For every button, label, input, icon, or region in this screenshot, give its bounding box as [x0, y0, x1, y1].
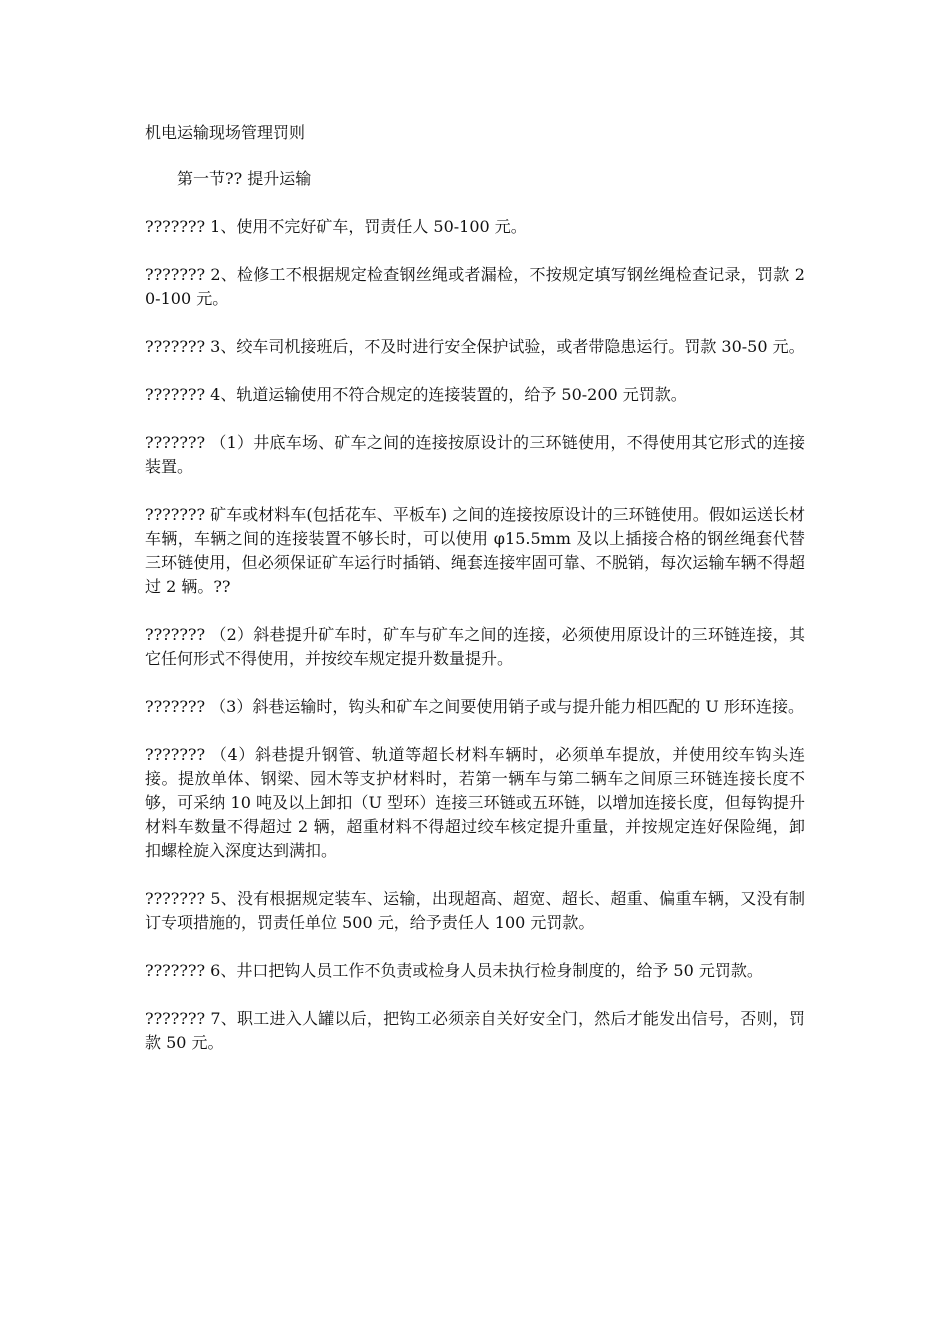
rule-paragraph-4: ??????? 4、轨道运输使用不符合规定的连接装置的，给予 50-200 元罚款。 — [145, 385, 687, 404]
section-heading: 第一节?? 提升运输 — [177, 169, 312, 188]
rule-paragraph-4-4: ??????? （4）斜巷提升钢管、轨道等超长材料车辆时，必须单车提放，并使用绞车钩头连接。提放单体、钢梁、园木等支护材料时，若第一辆车与第二辆车之间原三环链连接长度不够，可采纳 10 吨及以上卸扣（U 型环）连接三环链或五环链，以增加连接长度，但每钩提升材料车数量不得超过 2 辆，超重材料不得超过绞车核定提升重量，并按规定连好保险绳，卸扣螺栓旋入深度达到满扣。 — [145, 745, 805, 860]
rule-paragraph-4-2: ??????? （2）斜巷提升矿车时，矿车与矿车之间的连接，必须使用原设计的三环链连接，其它任何形式不得使用，并按绞车规定提升数量提升。 — [145, 625, 805, 668]
rule-paragraph-3: ??????? 3、绞车司机接班后，不及时进行安全保护试验，或者带隐患运行。罚款 30-50 元。 — [145, 337, 805, 356]
rule-paragraph-2: ??????? 2、检修工不根据规定检查钢丝绳或者漏检，不按规定填写钢丝绳检查记录，罚款 20-100 元。 — [145, 265, 805, 308]
rule-paragraph-4-3: ??????? （3）斜巷运输时，钩头和矿车之间要使用销子或与提升能力相匹配的 U 形环连接。 — [145, 697, 804, 716]
document-page — [145, 121, 805, 1079]
rule-paragraph-6: ??????? 6、井口把钩人员工作不负责或检身人员未执行检身制度的，给予 50 元罚款。 — [145, 961, 763, 980]
rule-paragraph-7: ??????? 7、职工进入人罐以后，把钩工必须亲自关好安全门，然后才能发出信号，否则，罚款 50 元。 — [145, 1009, 805, 1052]
rule-paragraph-4-1: ??????? （1）井底车场、矿车之间的连接按原设计的三环链使用，不得使用其它形式的连接装置。 — [145, 433, 805, 476]
rule-paragraph-4-1-detail: ??????? 矿车或材料车(包括花车、平板车) 之间的连接按原设计的三环链使用。假如运送长材车辆，车辆之间的连接装置不够长时，可以使用 φ15.5mm 及以上插接合格的钢丝绳套代替三环链使用，但必须保证矿车运行时插销、绳套连接牢固可靠、不脱销，每次运输车辆不得超过 2 辆。?? — [145, 505, 805, 596]
rule-paragraph-1: ??????? 1、使用不完好矿车，罚责任人 50-100 元。 — [145, 217, 527, 236]
rule-paragraph-5: ??????? 5、没有根据规定装车、运输，出现超高、超宽、超长、超重、偏重车辆，又没有制订专项措施的，罚责任单位 500 元，给予责任人 100 元罚款。 — [145, 889, 805, 932]
document-title: 机电运输现场管理罚则 — [145, 123, 306, 142]
